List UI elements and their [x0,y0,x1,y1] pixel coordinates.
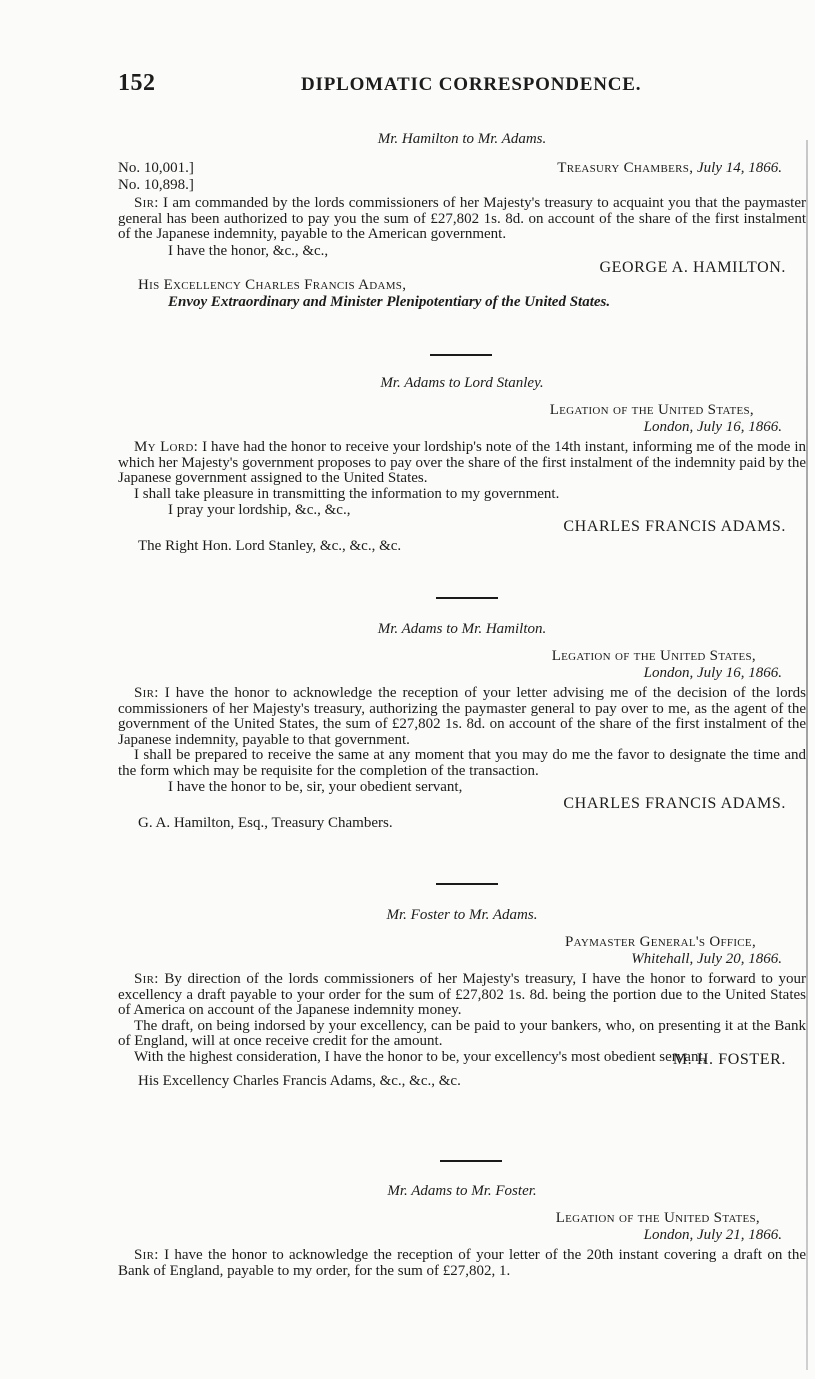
signature: CHARLES FRANCIS ADAMS. [563,518,786,535]
salutation: Sir: [134,1247,159,1263]
section-divider [430,354,492,356]
signature: CHARLES FRANCIS ADAMS. [563,795,786,812]
letter-title: Mr. Adams to Mr. Hamilton. [377,621,547,637]
complimentary-close: I pray your lordship, &c., &c., [168,502,351,518]
reference-number: No. 10,898.] [118,177,194,193]
complimentary-close: With the highest consideration, I have the honor to be, your excellency's most obedient servant, [134,1048,707,1065]
salutation: Sir: [134,685,159,701]
letter-body-continued: I shall take pleasure in transmitting the information to my government. [134,485,560,502]
letter-adams-to-hamilton [118,620,806,832]
page-number: 152 [118,70,156,96]
date: London, July 21, 1866. [643,1227,782,1243]
letter-body-continued: I shall be prepared to receive the same at any moment that you may do me the favor to designate the time and the form which may be requisite for the completion of the transaction. [118,747,806,779]
salutation: Sir: [134,195,159,211]
date: London, July 16, 1866. [643,419,782,435]
letter-body: Sir: By direction of the lords commissioners of her Majesty's treasury, I have the honor to forward to your excellency a draft payable to your order for the sum of £27,802 1s. 8d. being the portion due to the United States of America on account of the Japanese indemnity money. [118,971,807,1018]
place: Paymaster General's Office, [564,934,756,950]
letter-title: Mr. Adams to Mr. Foster. [387,1183,537,1199]
letter-hamilton-to-adams [118,130,806,310]
salutation: Sir: [134,971,159,987]
place: Legation of the United States, [551,648,756,664]
letter-body-continued: The draft, on being indorsed by your excellency, can be paid to your bankers, who, on presenting it at the Bank of England, will at once receive credit for the amount. [118,1017,806,1049]
page-header [118,70,808,100]
letter-title: Mr. Adams to Lord Stanley. [380,375,544,391]
letter-foster-to-adams [118,906,806,1090]
reference-number: No. 10,001.] [118,160,194,176]
addressee: The Right Hon. Lord Stanley, &c., &c., &c. [138,538,402,554]
place-date: Treasury Chambers, July 14, 1866. [557,160,782,176]
section-divider [436,597,498,599]
letter-body: Sir: I have the honor to acknowledge the reception of your letter advising me of the decision of the lords commissioners of her Majesty's treasury, authorizing the paymaster general to pay over to me, as the agent of the government of the United States, the sum of £27,802 1s. 8d. on account of the share of the first instalment of the Japanese indemnity, payable to that government. [118,685,806,748]
signature: M. H. FOSTER. [672,1051,786,1068]
section-divider [440,1160,502,1162]
addressee: His Excellency Charles Francis Adams, &c., &c., &c. [138,1073,461,1089]
salutation: My Lord: [134,439,199,455]
date: London, July 16, 1866. [643,665,782,681]
section-divider [436,883,498,885]
addressee-title: Envoy Extraordinary and Minister Plenipotentiary of the United States. [168,293,611,310]
date: Whitehall, July 20, 1866. [631,951,782,967]
letter-body: My Lord: I have had the honor to receive your lordship's note of the 14th instant, informing me of the mode in which her Majesty's government proposes to pay over the share of the first instalment of the indemnity paid by the Japanese government assigned to the United States. [118,439,806,486]
letter-title: Mr. Foster to Mr. Adams. [386,907,538,923]
running-title: DIPLOMATIC CORRESPONDENCE. [301,74,642,95]
letter-body: Sir: I have the honor to acknowledge the reception of your letter of the 20th instant covering a draft on the Bank of England, payable to my order, for the sum of £27,802, 1. [118,1247,807,1279]
letter-body: Sir: I am commanded by the lords commissioners of her Majesty's treasury to acquaint you that the paymaster general has been authorized to pay you the sum of £27,802 1s. 8d. on account of the share of the first instalment of the Japanese indemnity, payable to the American government. [118,195,807,242]
addressee: G. A. Hamilton, Esq., Treasury Chambers. [138,815,393,831]
complimentary-close: I have the honor to be, sir, your obedient servant, [168,779,463,795]
place: Legation of the United States, [549,402,754,418]
place: Legation of the United States, [555,1210,760,1226]
letter-adams-to-stanley [118,374,806,555]
letter-adams-to-foster [118,1182,806,1279]
complimentary-close: I have the honor, &c., &c., [168,242,329,259]
signature: GEORGE A. HAMILTON. [599,258,786,276]
letter-title: Mr. Hamilton to Mr. Adams. [377,131,547,147]
addressee: His Excellency Charles Francis Adams, [138,276,407,293]
